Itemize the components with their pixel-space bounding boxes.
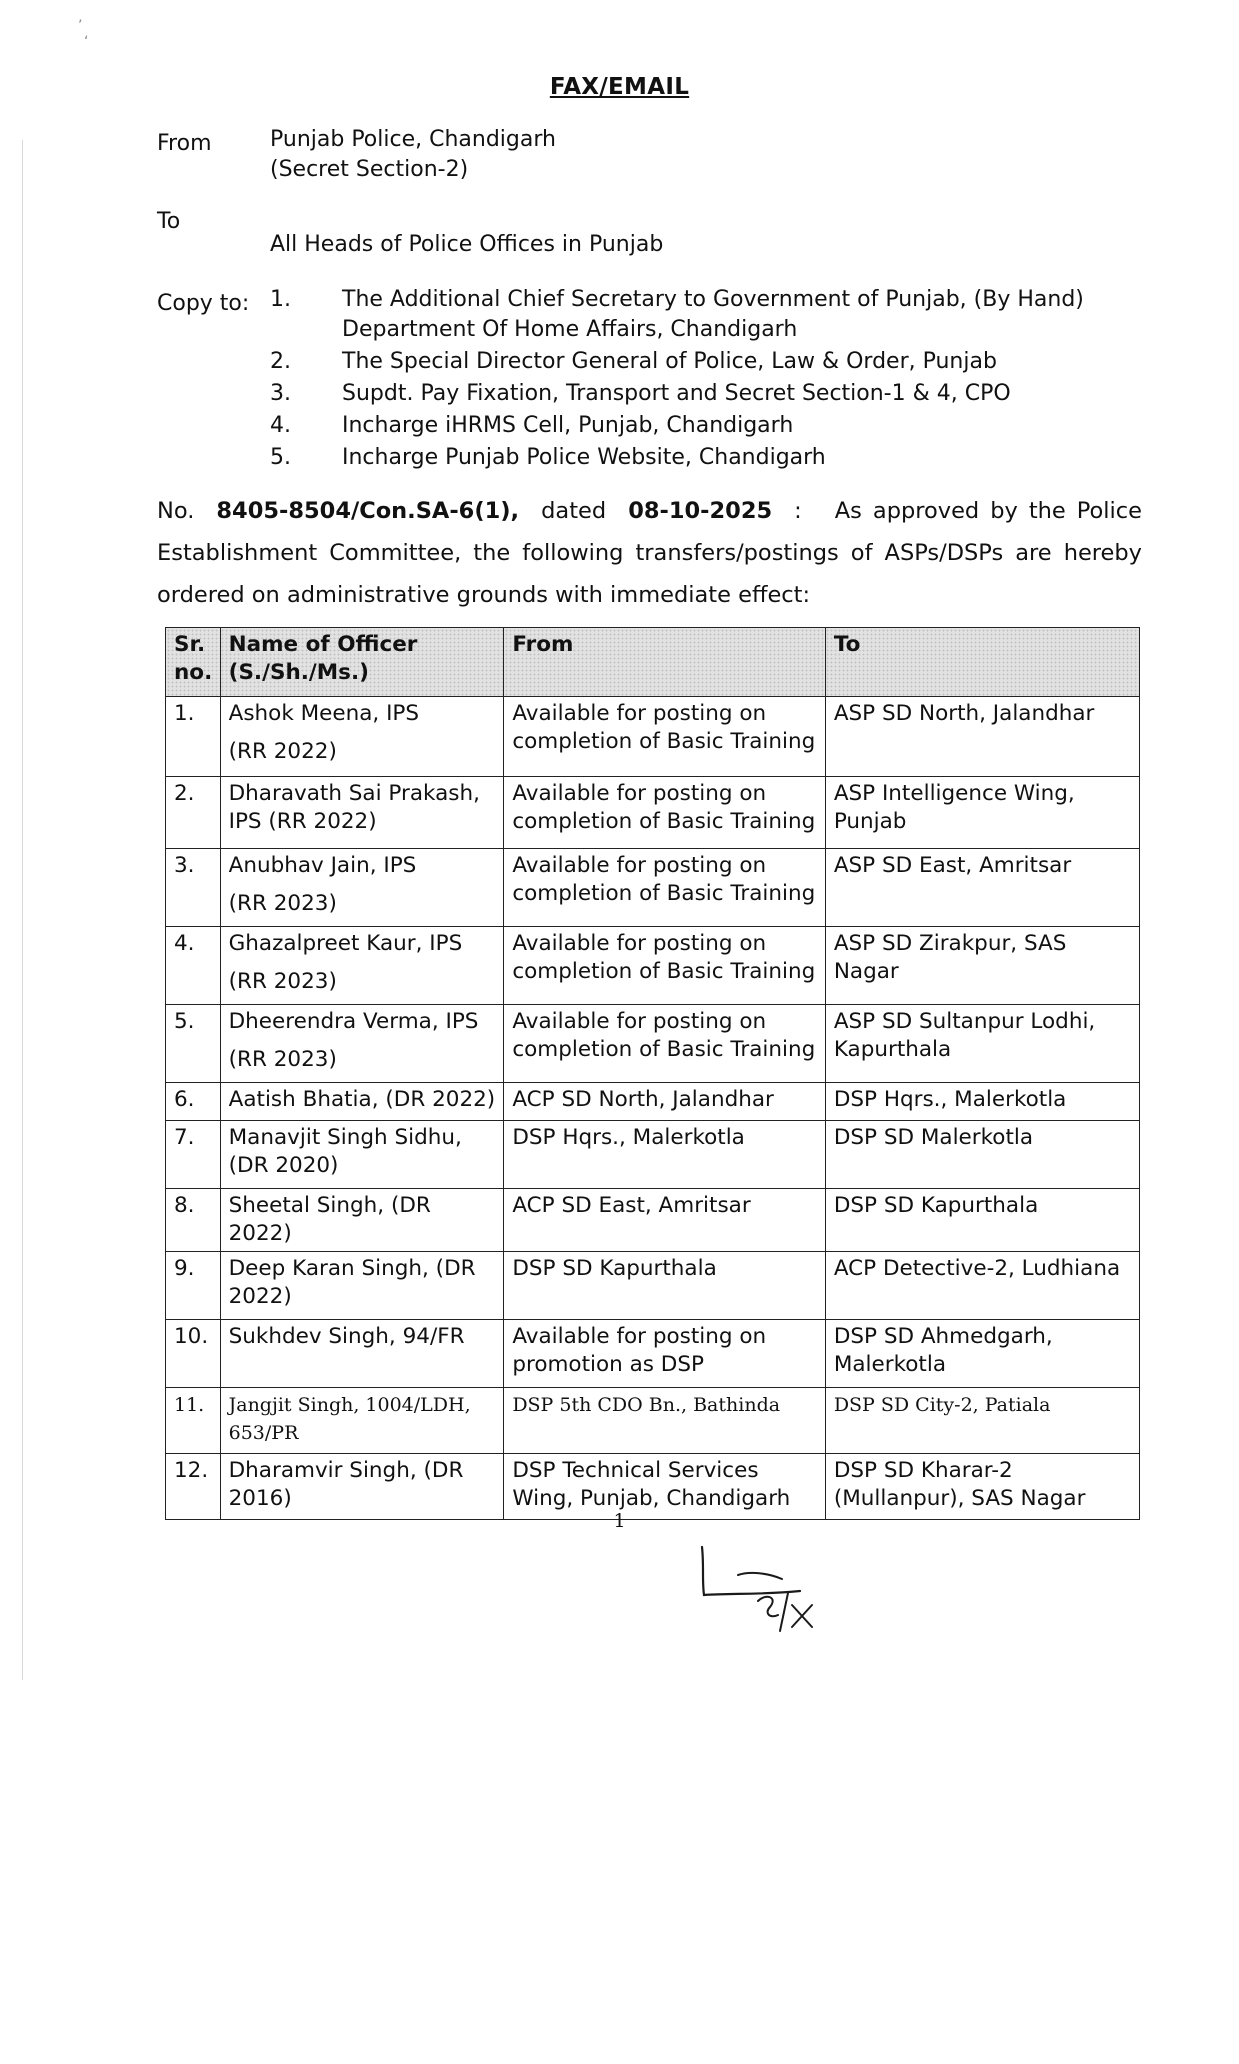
table-row: [166, 849, 1140, 927]
copy-item-number: 4.: [270, 413, 291, 438]
cell-to: DSP SD Ahmedgarh, Malerkotla: [825, 1320, 1139, 1388]
cell-name: [220, 1005, 504, 1083]
cell-from: DSP Technical Services Wing, Punjab, Chandigarh: [504, 1454, 826, 1520]
cell-sr: 11.: [166, 1388, 221, 1454]
cell-name: [220, 927, 504, 1005]
cell-sr: 9.: [166, 1252, 221, 1320]
cell-sr: 7.: [166, 1121, 221, 1189]
transfer-table: [165, 627, 1140, 1520]
table-row: [166, 1252, 1140, 1320]
cell-from: DSP 5th CDO Bn., Bathinda: [504, 1388, 826, 1454]
cell-name-line-2: (RR 2023): [228, 891, 337, 916]
cell-name: Dharavath Sai Prakash, IPS (RR 2022): [220, 777, 504, 849]
cell-name-line-1: Ghazalpreet Kaur, IPS: [228, 931, 463, 956]
header-name-line-2: (S./Sh./Ms.): [228, 660, 369, 685]
order-colon: :: [794, 498, 802, 524]
copy-item-text: Incharge Punjab Police Website, Chandigarh: [342, 445, 826, 470]
header-to: To: [825, 628, 1139, 697]
from-label: From: [157, 131, 212, 156]
from-line-1: Punjab Police, Chandigarh: [270, 127, 556, 152]
cell-from: Available for posting on completion of Basic Training: [504, 697, 826, 777]
copy-item-line-2: Department Of Home Affairs, Chandigarh: [342, 317, 798, 342]
header-name-line-1: Name of Officer: [228, 632, 418, 657]
cell-to: DSP SD City-2, Patiala: [825, 1388, 1139, 1454]
cell-sr: 6.: [166, 1083, 221, 1121]
copy-item-text: The Special Director General of Police, Law & Order, Punjab: [342, 349, 997, 374]
signature-initials: [690, 1535, 850, 1645]
cell-from: Available for posting on completion of Basic Training: [504, 777, 826, 849]
cell-to: DSP Hqrs., Malerkotla: [825, 1083, 1139, 1121]
table-header-row: [166, 628, 1140, 697]
order-date: 08-10-2025: [628, 498, 773, 524]
scan-speck: ’: [78, 18, 83, 34]
cell-name: Dharamvir Singh, (DR 2016): [220, 1454, 504, 1520]
cell-name: Aatish Bhatia, (DR 2022): [220, 1083, 504, 1121]
cell-name-line-1: Anubhav Jain, IPS: [228, 853, 417, 878]
cell-from: DSP Hqrs., Malerkotla: [504, 1121, 826, 1189]
header-sr-no: [166, 628, 221, 697]
copy-item-number: 2.: [270, 349, 291, 374]
copy-to-list: [270, 285, 1142, 475]
cell-from: ACP SD East, Amritsar: [504, 1189, 826, 1252]
cell-to: ASP SD Sultanpur Lodhi, Kapurthala: [825, 1005, 1139, 1083]
copy-to-item: [270, 347, 1142, 377]
table-row: [166, 1083, 1140, 1121]
document-title: FAX/EMAIL: [549, 74, 690, 100]
cell-from: DSP SD Kapurthala: [504, 1252, 826, 1320]
cell-name: Sheetal Singh, (DR 2022): [220, 1189, 504, 1252]
header-from: From: [504, 628, 826, 697]
copy-item-text: Incharge iHRMS Cell, Punjab, Chandigarh: [342, 413, 794, 438]
scan-edge-line: [22, 140, 23, 1680]
copy-item-line-1: The Additional Chief Secretary to Government of Punjab, (By Hand): [342, 287, 1084, 312]
cell-from: ACP SD North, Jalandhar: [504, 1083, 826, 1121]
table-row: [166, 1388, 1140, 1454]
cell-name: Jangjit Singh, 1004/LDH, 653/PR: [220, 1388, 504, 1454]
order-paragraph: [157, 490, 1142, 616]
cell-to: ASP SD East, Amritsar: [825, 849, 1139, 927]
page-number: 1: [613, 1510, 626, 1532]
cell-from: Available for posting on completion of Basic Training: [504, 849, 826, 927]
cell-from: Available for posting on promotion as DSP: [504, 1320, 826, 1388]
cell-name-line-1: Dheerendra Verma, IPS: [228, 1009, 479, 1034]
cell-to: ASP Intelligence Wing, Punjab: [825, 777, 1139, 849]
cell-to: DSP SD Malerkotla: [825, 1121, 1139, 1189]
copy-item-number: 1.: [270, 287, 291, 312]
cell-sr: 8.: [166, 1189, 221, 1252]
cell-to: ASP SD Zirakpur, SAS Nagar: [825, 927, 1139, 1005]
cell-to: ASP SD North, Jalandhar: [825, 697, 1139, 777]
copy-item-number: 3.: [270, 381, 291, 406]
copy-to-item: [270, 285, 1142, 345]
table-row: [166, 1320, 1140, 1388]
order-no-prefix: No.: [157, 498, 195, 524]
table-row: [166, 1121, 1140, 1189]
copy-to-item: [270, 411, 1142, 441]
from-line-2: (Secret Section-2): [270, 157, 469, 182]
order-dated-label: dated: [541, 498, 607, 524]
cell-to: DSP SD Kapurthala: [825, 1189, 1139, 1252]
table-row: [166, 697, 1140, 777]
to-value: All Heads of Police Offices in Punjab: [270, 232, 664, 257]
cell-to: ACP Detective-2, Ludhiana: [825, 1252, 1139, 1320]
cell-name: [220, 697, 504, 777]
header-sr-line-2: no.: [174, 660, 213, 685]
to-label: To: [157, 209, 181, 234]
cell-sr: 4.: [166, 927, 221, 1005]
table-row: [166, 1189, 1140, 1252]
cell-sr: 12.: [166, 1454, 221, 1520]
header-sr-line-1: Sr.: [174, 632, 206, 657]
copy-item-text: Supdt. Pay Fixation, Transport and Secret Section-1 & 4, CPO: [342, 381, 1011, 406]
cell-sr: 2.: [166, 777, 221, 849]
table-row: [166, 927, 1140, 1005]
cell-name: Deep Karan Singh, (DR 2022): [220, 1252, 504, 1320]
cell-name-line-2: (RR 2022): [228, 739, 337, 764]
from-value: [270, 125, 556, 185]
cell-name: [220, 849, 504, 927]
cell-sr: 5.: [166, 1005, 221, 1083]
cell-sr: 3.: [166, 849, 221, 927]
header-name: [220, 628, 504, 697]
cell-to: DSP SD Kharar-2 (Mullanpur), SAS Nagar: [825, 1454, 1139, 1520]
copy-item-number: 5.: [270, 445, 291, 470]
order-number: 8405-8504/Con.SA-6(1),: [216, 498, 520, 524]
cell-name-line-2: (RR 2023): [228, 969, 337, 994]
copy-to-item: [270, 443, 1142, 473]
cell-name: Manavjit Singh Sidhu, (DR 2020): [220, 1121, 504, 1189]
copy-to-item: [270, 379, 1142, 409]
cell-from: Available for posting on completion of Basic Training: [504, 927, 826, 1005]
cell-name-line-2: (RR 2023): [228, 1047, 337, 1072]
cell-name-line-1: Ashok Meena, IPS: [228, 701, 420, 726]
copy-to-label: Copy to:: [157, 291, 250, 316]
cell-sr: 10.: [166, 1320, 221, 1388]
cell-name: Sukhdev Singh, 94/FR: [220, 1320, 504, 1388]
table-row: [166, 777, 1140, 849]
table-row: [166, 1005, 1140, 1083]
cell-sr: 1.: [166, 697, 221, 777]
scan-speck: ‘: [84, 34, 89, 50]
cell-from: Available for posting on completion of Basic Training: [504, 1005, 826, 1083]
copy-item-text: [342, 285, 1142, 345]
order-text: As approved by the Police Establishment Committee, the following transfers/postings of ASPs/DSPs are hereby ordered on administrative grounds with immediate effect:: [157, 498, 1143, 608]
